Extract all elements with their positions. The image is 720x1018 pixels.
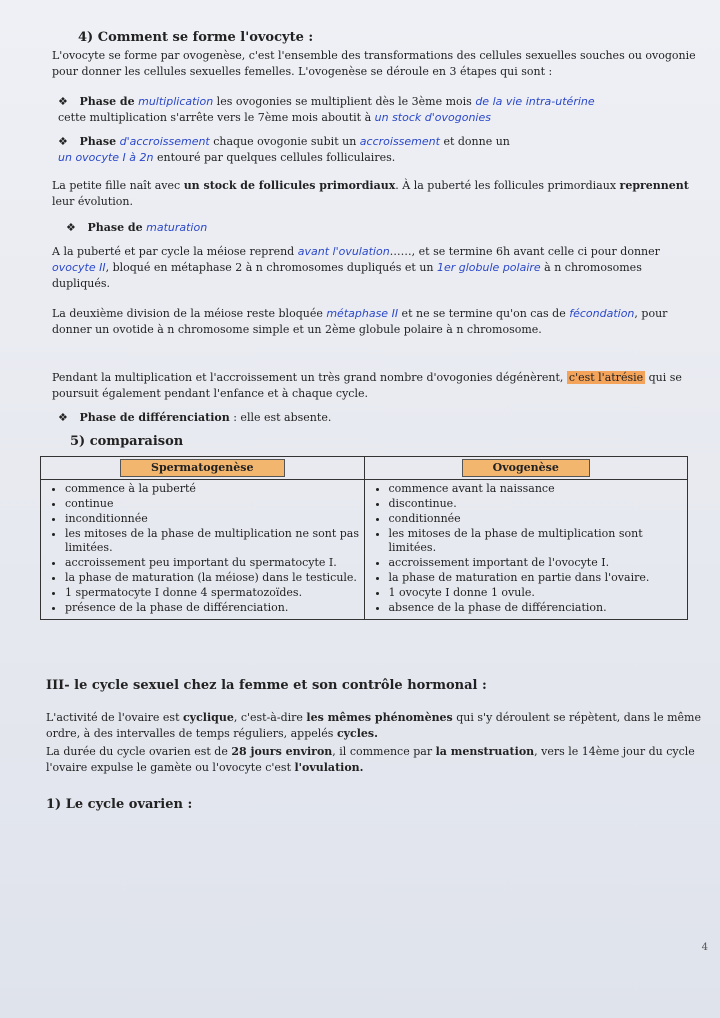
comparison-table (40, 456, 688, 620)
phase-maturation-title: ❖ Phase de maturation (66, 221, 208, 234)
comparison-item: • la phase de maturation (la méiose) dans le testicule. (65, 571, 364, 585)
comparison-item: • commence avant la naissance (389, 482, 688, 496)
comparison-item: • inconditionnée (65, 512, 364, 526)
comparison-item: • accroissement important de l'ovocyte I. (389, 556, 688, 570)
cycle-paragraph-1: L'activité de l'ovaire est cyclique, c'est-à-dire les mêmes phénomènes qui s'y déroulent se répètent, dans le même ordre, à des intervalles de temps réguliers, appelés cycles. (46, 711, 701, 740)
comparison-item: • la phase de maturation en partie dans l'ovaire. (389, 571, 688, 585)
stock-paragraph: La petite fille naît avec un stock de follicules primordiaux. À la puberté les follicules primordiaux reprennent leur évolution. (52, 179, 689, 208)
header-spermatogenese: Spermatogenèse (120, 459, 285, 477)
section-title-cycle-sexuel: III- le cycle sexuel chez la femme et son contrôle hormonal : (46, 678, 487, 693)
cycle-paragraph-2: La durée du cycle ovarien est de 28 jours environ, il commence par la menstruation, vers le 14ème jour du cycle l'ovaire expulse le gamète ou l'ovocyte c'est l'ovulation. (46, 745, 695, 774)
comparison-item: • conditionnée (389, 512, 688, 526)
diamond-bullet-icon: ❖ (58, 95, 68, 108)
diamond-bullet-icon: ❖ (66, 221, 76, 234)
comparison-item: • 1 ovocyte I donne 1 ovule. (389, 586, 688, 600)
maturation-paragraph-1: A la puberté et par cycle la méiose reprend avant l'ovulation……, et se termine 6h avant celle ci pour donner ovocyte II, bloqué en métaphase 2 à n chromosomes dupliqués et un 1er globule polaire à n chromosomes dupliqués. (52, 245, 660, 290)
atresie-paragraph: Pendant la multiplication et l'accroissement un très grand nombre d'ovogonies dégénèrent, c'est l'atrésie qui se poursuit également pendant l'enfance et à chaque cycle. (52, 371, 682, 400)
comparison-item: • discontinue. (389, 497, 688, 511)
comparison-item: • présence de la phase de différenciation. (65, 601, 364, 615)
highlight-atresie: c'est l'atrésie (568, 371, 644, 384)
ovogenese-column (364, 480, 688, 620)
diamond-bullet-icon: ❖ (58, 411, 68, 424)
comparison-item: • absence de la phase de différenciation. (389, 601, 688, 615)
comparison-item: • continue (65, 497, 364, 511)
maturation-paragraph-2: La deuxième division de la méiose reste bloquée métaphase II et ne se termine qu'on cas de fécondation, pour donner un ovotide à n chromosome simple et un 2ème globule polaire à n chromosome. (52, 307, 668, 336)
comparison-item: • 1 spermatocyte I donne 4 spermatozoïdes. (65, 586, 364, 600)
phase-multiplication: ❖ Phase de multiplication les ovogonies se multiplient dès le 3ème mois de la vie intra-utérine cette multiplication s'arrête vers le 7ème mois aboutit à un stock d'ovogonies (58, 95, 595, 124)
page-number: 4 (701, 942, 708, 953)
phase-accroissement: ❖ Phase d'accroissement chaque ovogonie subit un accroissement et donne un un ovocyte I à 2n entouré par quelques cellules folliculaires. (58, 135, 510, 164)
spermatogenese-column (41, 480, 365, 620)
header-ovogenese: Ovogenèse (462, 459, 590, 477)
section-title-ovocyte: 4) Comment se forme l'ovocyte : (78, 30, 314, 45)
comparison-item: • les mitoses de la phase de multiplication sont limitées. (389, 527, 688, 555)
intro-paragraph: L'ovocyte se forme par ovogenèse, c'est l'ensemble des transformations des cellules sexuelles souches ou ovogonie pour donner les cellules sexuelles femelles. L'ovogenèse se déroule en 3 étapes qui sont : (52, 49, 696, 78)
comparison-item: • commence à la puberté (65, 482, 364, 496)
comparison-item: • les mitoses de la phase de multiplication ne sont pas limitées. (65, 527, 364, 555)
comparison-item: • accroissement peu important du spermatocyte I. (65, 556, 364, 570)
phase-differenciation: ❖ Phase de différenciation : elle est absente. (58, 411, 332, 424)
diamond-bullet-icon: ❖ (58, 135, 68, 148)
section-title-cycle-ovarien: 1) Le cycle ovarien : (46, 797, 193, 812)
comparison-title: 5) comparaison (70, 434, 184, 449)
